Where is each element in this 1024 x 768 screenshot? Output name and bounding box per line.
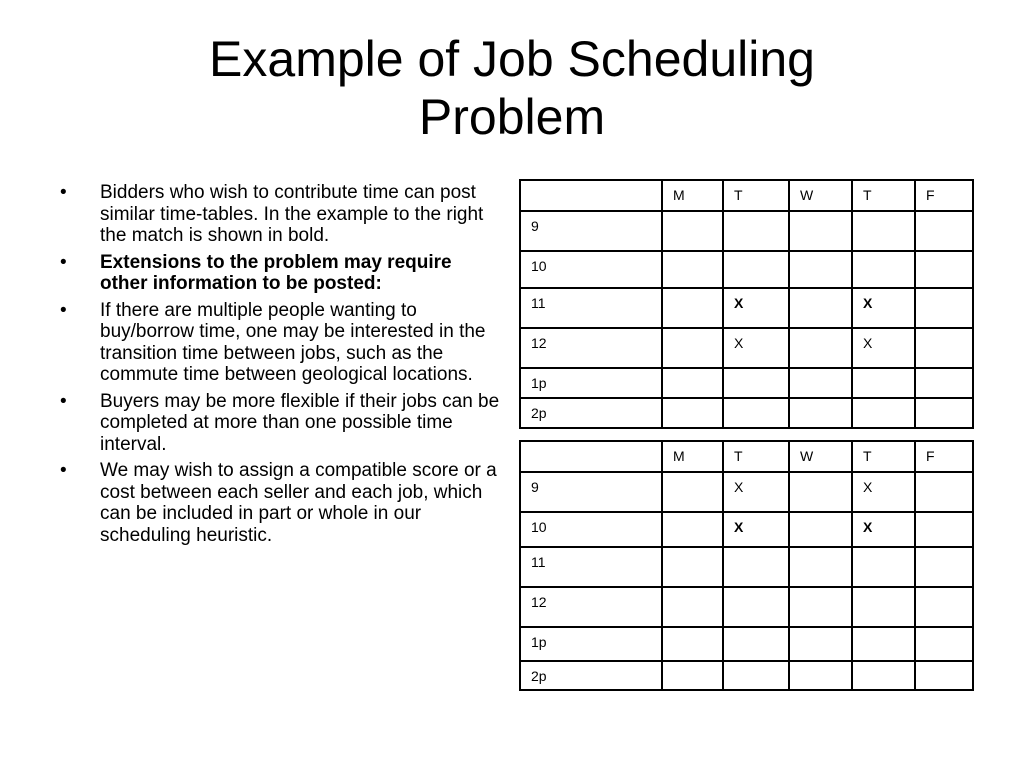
bullet-dot: •	[60, 182, 67, 203]
schedule-cell	[915, 368, 973, 398]
day-header-cell: W	[789, 441, 852, 472]
schedule-cell: X	[852, 512, 915, 547]
schedule-cell: X	[723, 288, 789, 328]
time-label-cell: 12	[520, 328, 662, 368]
schedule-cell	[789, 251, 852, 288]
day-header-cell: T	[723, 441, 789, 472]
schedule-cell	[915, 547, 973, 587]
schedule-cell	[662, 661, 723, 690]
schedule-cell	[789, 547, 852, 587]
table-row	[520, 398, 973, 428]
schedule-cell: X	[852, 288, 915, 328]
table-header-row	[520, 441, 973, 472]
schedule-cell	[723, 627, 789, 661]
time-label-cell: 12	[520, 587, 662, 627]
schedule-cell: X	[852, 328, 915, 368]
bullet-text: Bidders who wish to contribute time can post similar time-tables. In the example to the right the match is shown in bold.	[100, 182, 484, 246]
time-label-cell: 9	[520, 211, 662, 251]
day-header-cell: W	[789, 180, 852, 211]
schedule-cell	[915, 328, 973, 368]
schedule-cell	[915, 288, 973, 328]
schedule-cell	[662, 587, 723, 627]
table-corner-cell	[520, 441, 662, 472]
schedule-cell	[789, 661, 852, 690]
schedule-cell	[723, 547, 789, 587]
bullet-item	[60, 300, 500, 386]
bullet-text: We may wish to assign a compatible score or a cost between each seller and each job, which can be included in part or whole in our scheduling heuristic.	[100, 460, 497, 546]
schedule-table-seller	[519, 179, 974, 429]
table-corner-cell	[520, 180, 662, 211]
schedule-cell	[915, 627, 973, 661]
schedule-cell	[723, 251, 789, 288]
bullet-text: If there are multiple people wanting to buy/borrow time, one may be interested in the transition time between jobs, such as the commute time between geological locations.	[100, 299, 486, 385]
table-row	[520, 547, 973, 587]
day-header-cell: T	[852, 441, 915, 472]
schedule-cell	[662, 328, 723, 368]
time-label-cell: 1p	[520, 368, 662, 398]
schedule-cell	[662, 547, 723, 587]
schedule-cell	[662, 627, 723, 661]
schedule-cell	[852, 587, 915, 627]
time-label-cell: 11	[520, 288, 662, 328]
time-label-cell: 2p	[520, 661, 662, 690]
schedule-cell	[723, 211, 789, 251]
schedule-cell	[789, 512, 852, 547]
schedule-cell	[662, 368, 723, 398]
bullet-item	[60, 252, 500, 295]
schedule-cell	[789, 211, 852, 251]
schedule-cell	[723, 398, 789, 428]
schedule-cell	[723, 368, 789, 398]
bullet-dot: •	[60, 390, 67, 412]
bullet-item	[60, 391, 500, 456]
schedule-cell	[662, 251, 723, 288]
time-label-cell: 9	[520, 472, 662, 512]
schedule-cell	[915, 472, 973, 512]
bullet-text: Buyers may be more flexible if their jobs can be completed at more than one possible time interval.	[100, 390, 500, 455]
time-label-cell: 10	[520, 251, 662, 288]
schedule-cell	[789, 288, 852, 328]
schedule-cell	[723, 587, 789, 627]
schedule-table-buyer	[519, 440, 974, 691]
schedule-cell	[789, 398, 852, 428]
schedule-cell: X	[852, 472, 915, 512]
table-row	[520, 627, 973, 661]
bullet-dot: •	[60, 299, 67, 321]
time-label-cell: 11	[520, 547, 662, 587]
schedule-cell	[852, 251, 915, 288]
day-header-cell: T	[723, 180, 789, 211]
schedule-cell	[915, 251, 973, 288]
slide-title	[0, 30, 1024, 146]
schedule-cell	[662, 512, 723, 547]
schedule-cell	[852, 661, 915, 690]
table-row	[520, 587, 973, 627]
bullet-text: Extensions to the problem may require other information to be posted:	[100, 251, 452, 294]
schedule-cell	[662, 211, 723, 251]
bullet-list	[60, 182, 500, 551]
schedule-cell	[789, 472, 852, 512]
bullet-dot: •	[60, 251, 67, 273]
schedule-cell	[662, 288, 723, 328]
day-header-cell: F	[915, 441, 973, 472]
table-row	[520, 661, 973, 690]
bullet-item	[60, 182, 500, 247]
schedule-cell	[915, 587, 973, 627]
day-header-cell: M	[662, 180, 723, 211]
schedule-cell	[852, 398, 915, 428]
bullet-dot: •	[60, 460, 67, 481]
table-row	[520, 211, 973, 251]
time-label-cell: 10	[520, 512, 662, 547]
slide-title-line-1: Example of Job Scheduling	[209, 31, 815, 87]
schedule-cell	[915, 661, 973, 690]
schedule-cell	[723, 661, 789, 690]
schedule-cell	[789, 627, 852, 661]
schedule-cell	[789, 328, 852, 368]
table-row	[520, 472, 973, 512]
day-header-cell: M	[662, 441, 723, 472]
schedule-cell	[662, 398, 723, 428]
schedule-cell	[915, 211, 973, 251]
schedule-cell	[915, 398, 973, 428]
schedule-cell: X	[723, 472, 789, 512]
schedule-cell	[789, 587, 852, 627]
table-header-row	[520, 180, 973, 211]
schedule-cell	[789, 368, 852, 398]
schedule-cell	[852, 547, 915, 587]
schedule-cell: X	[723, 512, 789, 547]
schedule-cell	[915, 512, 973, 547]
day-header-cell: T	[852, 180, 915, 211]
schedule-cell	[662, 472, 723, 512]
table-row	[520, 251, 973, 288]
bullet-item	[60, 460, 500, 546]
time-label-cell: 1p	[520, 627, 662, 661]
table-row	[520, 368, 973, 398]
table-row	[520, 288, 973, 328]
schedule-cell	[852, 368, 915, 398]
table-row	[520, 512, 973, 547]
schedule-cell: X	[723, 328, 789, 368]
day-header-cell: F	[915, 180, 973, 211]
slide-title-line-2: Problem	[418, 89, 606, 145]
time-label-cell: 2p	[520, 398, 662, 428]
schedule-cell	[852, 211, 915, 251]
schedule-cell	[852, 627, 915, 661]
table-row	[520, 328, 973, 368]
